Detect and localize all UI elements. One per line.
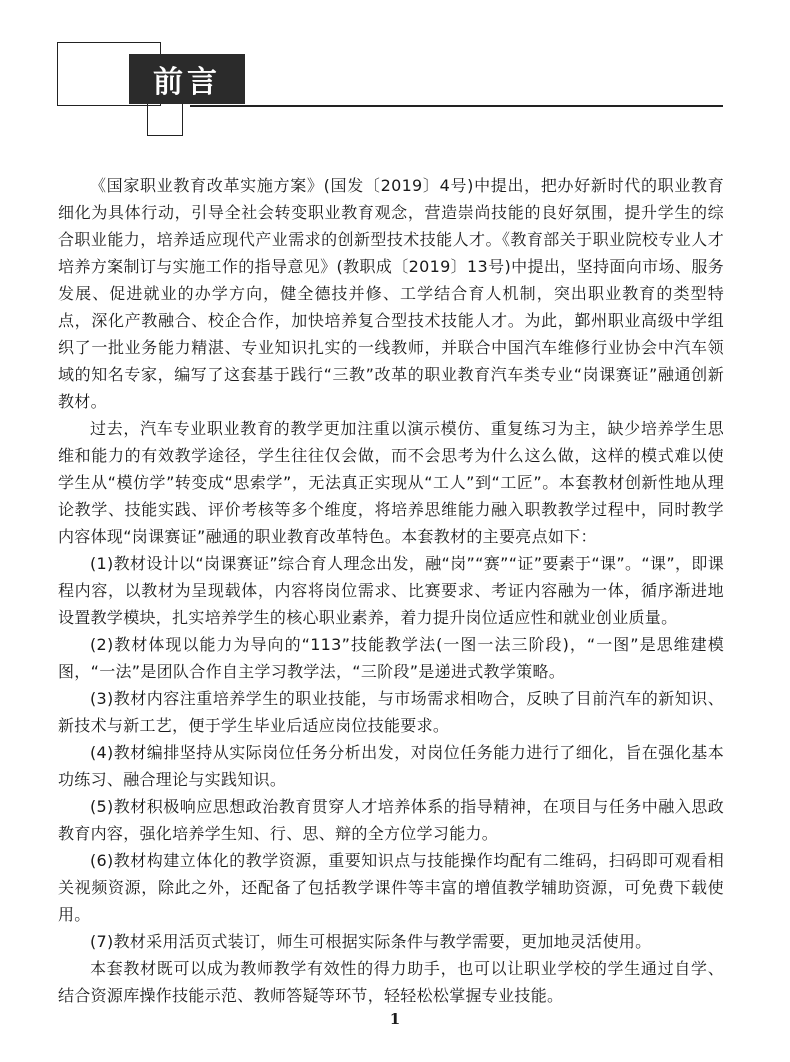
paragraph: (7)教材采用活页式装订，师生可根据实际条件与教学需要，更加地灵活使用。 [90,932,652,951]
paragraph: 本套教材既可以成为教师教学有效性的得力助手，也可以让职业学校的学生通过自学、结合资源库操作技能示范、教师答疑等环节，轻轻松松掌握专业技能。 [58,959,724,1005]
paragraph: (3)教材内容注重培养学生的职业技能，与市场需求相吻合，反映了目前汽车的新知识、新技术与新工艺，便于学生毕业后适应岗位技能要求。 [58,689,724,735]
header-rule [190,105,723,107]
paragraph: (5)教材积极响应思想政治教育贯穿人才培养体系的指导精神，在项目与任务中融入思政教育内容，强化培养学生知、行、思、辩的全方位学习能力。 [58,797,724,843]
chapter-title: 前言 [129,54,245,104]
paragraph: (1)教材设计以“岗课赛证”综合育人理念出发，融“岗”“赛”“证”要素于“课”。“课”，即课程内容，以教材为呈现载体，内容将岗位需求、比赛要求、考证内容融为一体，循序渐进地设置教学模块，扎实培养学生的核心职业素养，着力提升岗位适应性和就业创业质量。 [58,554,724,627]
paragraph: 《国家职业教育改革实施方案》(国发〔2019〕4号)中提出，把办好新时代的职业教育细化为具体行动，引导全社会转变职业教育观念，营造崇尚技能的良好氛围，提升学生的综合职业能力，培养适应现代产业需求的创新型技术技能人才。《教育部关于职业院校专业人才培养方案制订与实施工作的指导意见》(教职成〔2019〕13号)中提出，坚持面向市场、服务发展、促进就业的办学方向，健全德技并修、工学结合育人机制，突出职业教育的类型特点，深化产教融合、校企合作，加快培养复合型技术技能人才。为此，鄞州职业高级中学组织了一批业务能力精湛、专业知识扎实的一线教师，并联合中国汽车维修行业协会中汽车领域的知名专家，编写了这套基于践行“三教”改革的职业教育汽车类专业“岗课赛证”融通创新教材。 [58,176,724,411]
chapter-header [0,0,790,150]
paragraph: (4)教材编排坚持从实际岗位任务分析出发，对岗位任务能力进行了细化，旨在强化基本功练习、融合理论与实践知识。 [58,743,724,789]
paragraph: 过去，汽车专业职业教育的教学更加注重以演示模仿、重复练习为主，缺少培养学生思维和能力的有效教学途径，学生往往仅会做，而不会思考为什么这么做，这样的模式难以使学生从“模仿学”转变成“思索学”，无法真正实现从“工人”到“工匠”。本套教材创新性地从理论教学、技能实践、评价考核等多个维度，将培养思维能力融入职教教学过程中，同时教学内容体现“岗课赛证”融通的职业教育改革特色。本套教材的主要亮点如下： [58,419,724,546]
paragraph: (2)教材体现以能力为导向的“113”技能教学法(一图一法三阶段)，“一图”是思维建模图，“一法”是团队合作自主学习教学法，“三阶段”是递进式教学策略。 [58,635,724,681]
page-number: 1 [389,1010,401,1028]
preface-body [58,172,724,1009]
paragraph: (6)教材构建立体化的教学资源，重要知识点与技能操作均配有二维码，扫码即可观看相关视频资源，除此之外，还配备了包括教学课件等丰富的增值教学辅助资源，可免费下载使用。 [58,851,724,924]
